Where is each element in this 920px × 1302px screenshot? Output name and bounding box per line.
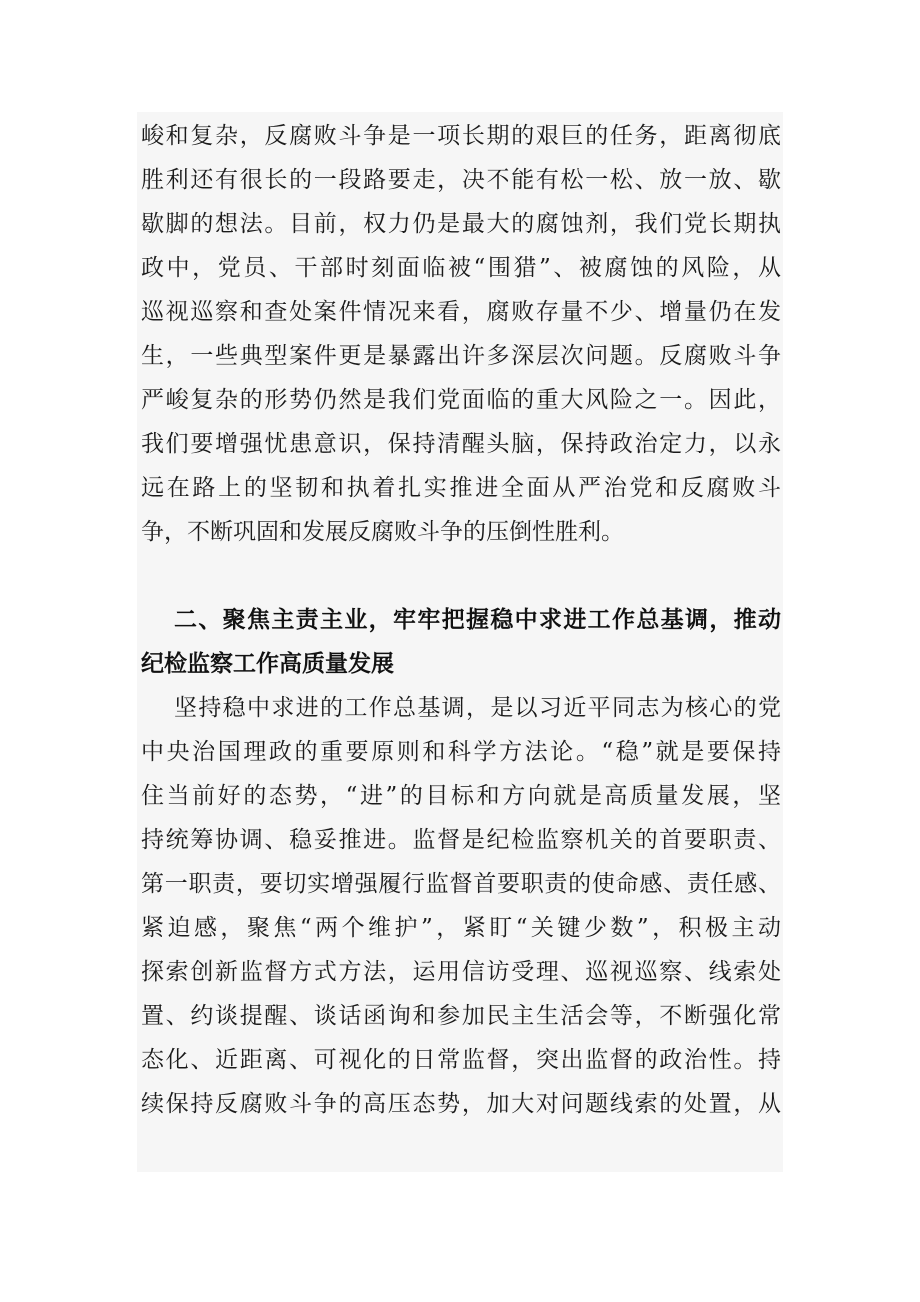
paragraph-line: 住当前好的态势，“进”的目标和方向就是高质量发展，坚 [141,783,781,809]
paragraph-line: 我们要增强忧患意识，保持清醒头脑，保持政治定力，以永 [141,431,781,457]
paragraph-line: 持统筹协调、稳妥推进。监督是纪检监察机关的首要职责、 [141,827,781,853]
paragraph-line: 探索创新监督方式方法，运用信访受理、巡视巡察、线索处 [141,959,781,985]
paragraph-line: 峻和复杂，反腐败斗争是一项长期的艰巨的任务，距离彻底 [141,123,781,149]
paragraph-line: 歇脚的想法。目前，权力仍是最大的腐蚀剂，我们党长期执 [141,211,781,237]
paragraph-line: 政中，党员、干部时刻面临被“围猎”、被腐蚀的风险，从 [141,255,781,281]
paragraph-line: 巡视巡察和查处案件情况来看，腐败存量不少、增量仍在发 [141,299,781,325]
paragraph-line: 续保持反腐败斗争的高压态势，加大对问题线索的处置，从 [141,1091,781,1117]
paragraph-line: 胜利还有很长的一段路要走，决不能有松一松、放一放、歇 [141,167,781,193]
paragraph-line: 置、约谈提醒、谈话函询和参加民主生活会等，不断强化常 [141,1003,781,1029]
paragraph-line: 中央治国理政的重要原则和科学方法论。“稳”就是要保持 [141,739,781,765]
paragraph-line: 远在路上的坚韧和执着扎实推进全面从严治党和反腐败斗 [141,475,781,501]
document-text-block [137,112,783,1172]
paragraph-line: 生，一些典型案件更是暴露出许多深层次问题。反腐败斗争 [141,343,781,369]
paragraph-line: 态化、近距离、可视化的日常监督，突出监督的政治性。持 [141,1047,781,1073]
section-heading-line: 二、聚焦主责主业，牢牢把握稳中求进工作总基调，推动 [174,607,781,633]
paragraph-line: 坚持稳中求进的工作总基调，是以习近平同志为核心的党 [174,695,781,721]
paragraph-line: 紧迫感，聚焦“两个维护”，紧盯“关键少数”，积极主动 [141,915,781,941]
paragraph-line: 争，不断巩固和发展反腐败斗争的压倒性胜利。 [141,519,624,545]
paragraph-line: 严峻复杂的形势仍然是我们党面临的重大风险之一。因此， [141,387,781,413]
paragraph-line: 第一职责，要切实增强履行监督首要职责的使命感、责任感、 [141,871,781,897]
section-heading-line: 纪检监察工作高质量发展 [141,651,394,677]
